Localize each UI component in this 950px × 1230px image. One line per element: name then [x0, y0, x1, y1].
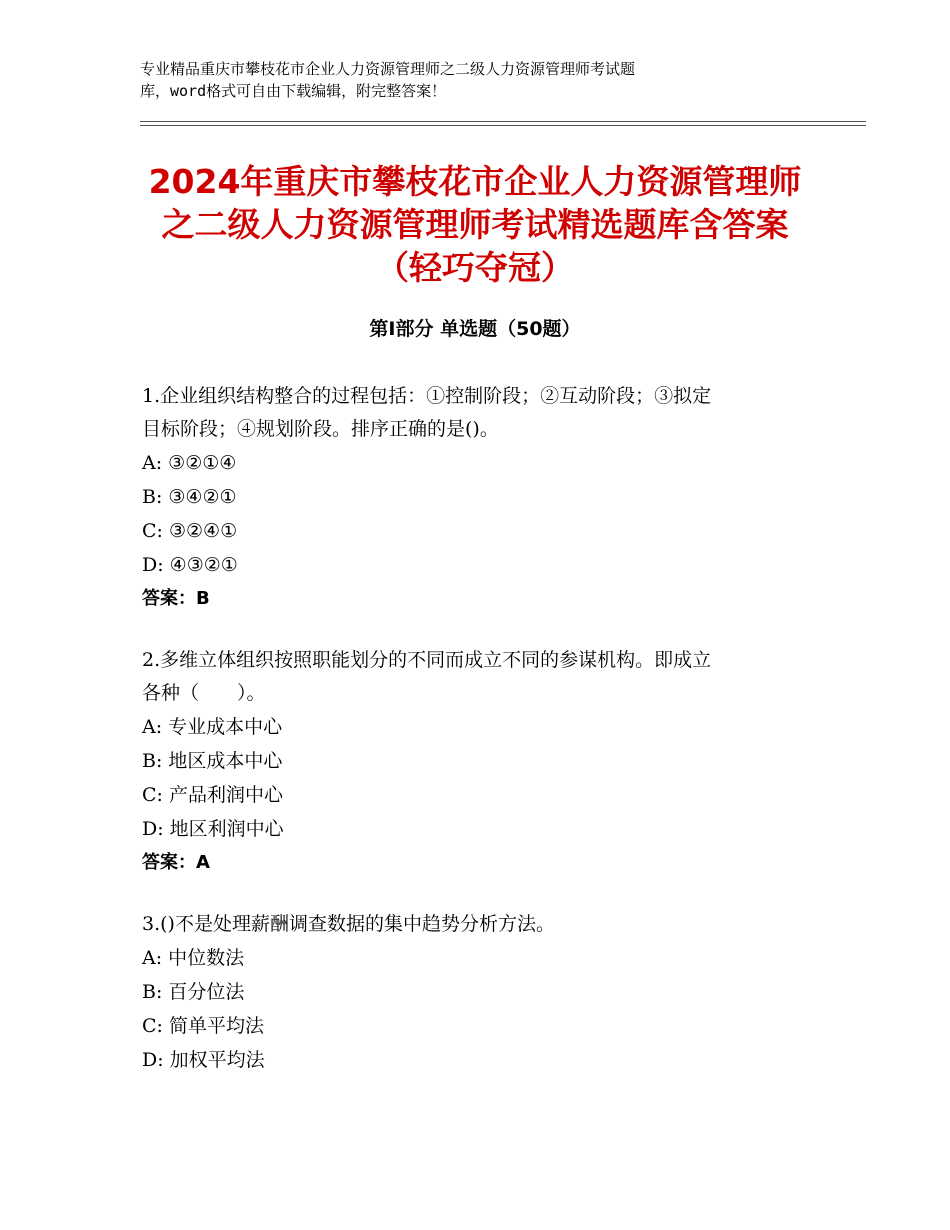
question-stem: 2.多维立体组织按照职能划分的不同而成立不同的参谋机构。即成立 — [142, 649, 712, 671]
option-a: A: 专业成本中心 — [142, 716, 283, 738]
option-d: D: 地区利润中心 — [142, 818, 284, 840]
option-b: B: ③④②① — [142, 486, 237, 508]
option-c: C: 简单平均法 — [142, 1015, 264, 1037]
question-spacer — [142, 616, 822, 644]
option-a: A: 中位数法 — [142, 947, 245, 969]
question-stem: 1.企业组织结构整合的过程包括：①控制阶段；②互动阶段；③拟定 — [142, 385, 712, 407]
question-list — [142, 380, 822, 1077]
option-c: C: 产品利润中心 — [142, 784, 283, 806]
option-b: B: 地区成本中心 — [142, 750, 283, 772]
header-divider-top — [140, 121, 866, 122]
question-stem-continued: 目标阶段；④规划阶段。排序正确的是()。 — [142, 418, 499, 440]
answer-label: 答案：B — [142, 588, 210, 609]
document-title — [100, 160, 850, 289]
question-stem-continued: 各种（ ）。 — [142, 682, 266, 704]
option-a: A: ③②①④ — [142, 452, 237, 474]
question-stem: 3.()不是处理薪酬调查数据的集中趋势分析方法。 — [142, 913, 555, 935]
title-line-2: 之二级人力资源管理师考试精选题库含答案 — [161, 205, 789, 244]
title-line-1: 2024年重庆市攀枝花市企业人力资源管理师 — [148, 162, 802, 201]
title-line-3: （轻巧夺冠） — [376, 248, 574, 287]
header-line-1: 专业精品重庆市攀枝花市企业人力资源管理师之二级人力资源管理师考试题 — [140, 60, 636, 78]
question-3 — [142, 908, 822, 1077]
section-heading: 第Ⅰ部分 单选题（50题） — [369, 318, 581, 340]
question-spacer — [142, 880, 822, 908]
option-d: D: 加权平均法 — [142, 1049, 265, 1071]
option-c: C: ③②④① — [142, 520, 238, 542]
question-1 — [142, 380, 822, 616]
option-d: D: ④③②① — [142, 554, 238, 576]
option-b: B: 百分位法 — [142, 981, 245, 1003]
answer-label: 答案：A — [142, 852, 210, 873]
header-divider-bottom — [140, 125, 866, 126]
question-2 — [142, 644, 822, 880]
document-header-note — [140, 58, 820, 102]
header-line-2: 库，word格式可自由下载编辑，附完整答案！ — [140, 82, 447, 100]
